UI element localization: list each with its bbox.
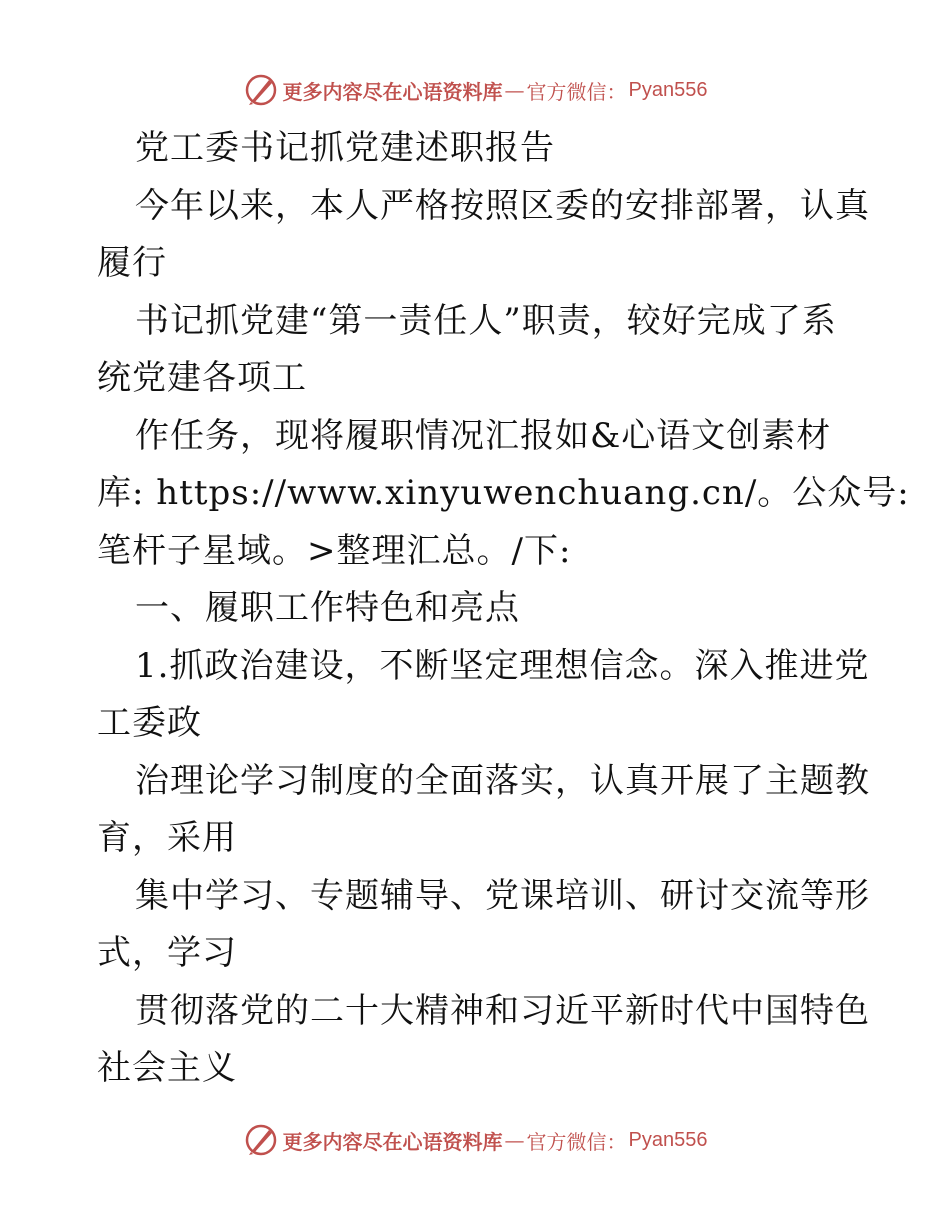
paragraph-line: 工委政 xyxy=(97,703,202,743)
document-body xyxy=(97,120,910,1098)
banner-main-text: 更多内容尽在心语资料库 xyxy=(282,1129,503,1154)
paragraph-line: 治理论学习制度的全面落实，认真开展了主题教 xyxy=(135,760,870,801)
section-heading: 一、履职工作特色和亮点 xyxy=(135,588,520,628)
banner-wechat-id: Pyan556 xyxy=(628,1128,708,1151)
paragraph-line: 今年以来，本人严格按照区委的安排部署，认真 xyxy=(135,185,870,226)
paragraph-line: 统党建各项工 xyxy=(97,358,307,398)
paragraph-line: 1.抓政治建设，不断坚定理想信念。深入推进党 xyxy=(135,645,870,686)
banner-main-text: 更多内容尽在心语资料库 xyxy=(282,79,503,104)
paragraph-line: 书记抓党建“第一责任人”职责，较好完成了系 xyxy=(135,300,837,341)
paragraph-line: 作任务，现将履职情况汇报如&心语文创素材 xyxy=(135,415,832,456)
header-watermark-banner xyxy=(0,70,950,110)
paragraph-line: 贯彻落党的二十大精神和习近平新时代中国特色 xyxy=(135,990,870,1031)
paragraph-line: 育，采用 xyxy=(97,818,237,858)
paragraph-line: 社会主义 xyxy=(97,1048,237,1088)
document-title: 党工委书记抓党建述职报告 xyxy=(135,128,555,168)
paragraph-line: 式，学习 xyxy=(97,933,237,973)
banner-wechat-label: 官方微信： xyxy=(526,1129,627,1154)
paragraph-line: 笔杆子星域。>整理汇总。/下: xyxy=(97,530,572,571)
footer-watermark-banner xyxy=(0,1120,950,1160)
paragraph-line: 集中学习、专题辅导、党课培训、研讨交流等形 xyxy=(135,875,870,916)
paragraph-line: 履行 xyxy=(97,243,167,283)
banner-wechat-label: 官方微信： xyxy=(526,79,627,104)
banner-wechat-id: Pyan556 xyxy=(628,78,708,101)
banner-separator: — xyxy=(504,78,525,102)
quill-logo-icon xyxy=(243,1122,279,1158)
paragraph-line: 库: https://www.xinyuwenchuang.cn/。公众号: xyxy=(97,473,910,513)
banner-separator: — xyxy=(504,1128,525,1152)
quill-logo-icon xyxy=(243,72,279,108)
